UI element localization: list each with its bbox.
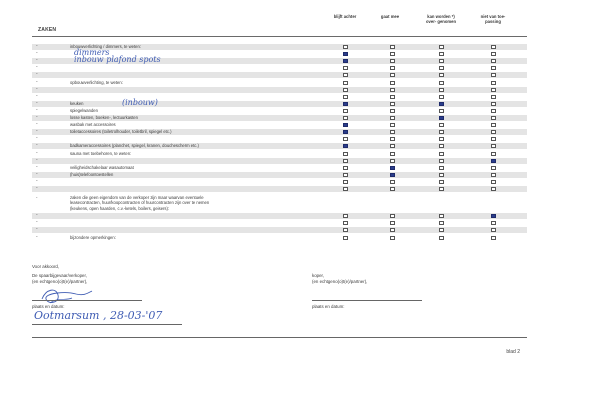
row-bullet: - [36, 85, 38, 92]
row-bullet: - [36, 156, 38, 163]
row-2-checkbox-overgenomen[interactable] [439, 59, 444, 63]
row-bullet: - [36, 211, 38, 218]
row-bullet: - [36, 170, 38, 177]
row-20-checkbox-blijft-achter[interactable] [343, 187, 348, 191]
seller-partner-label: (en echtgeno(o)t(e)/partner), [32, 279, 88, 284]
table-row [32, 80, 527, 86]
row-2-checkbox-gaat-mee[interactable] [390, 59, 395, 63]
row-bullet: - [36, 114, 38, 120]
row-5-checkbox-blijft-achter[interactable] [343, 81, 348, 85]
bijzondere-opmerkingen-label: bijzondere opmerkingen: [70, 235, 116, 240]
row-20-checkbox-gaat-mee[interactable] [390, 187, 395, 191]
row-20-checkbox-nvt[interactable] [491, 187, 496, 191]
seller-label: De spaarbijgevaar/verkoper, [32, 273, 87, 278]
row-bullet: - [36, 149, 38, 156]
row-2-checkbox-blijft-achter[interactable] [343, 59, 348, 63]
row-11-checkbox-nvt[interactable] [491, 123, 496, 127]
row-bullet: - [36, 92, 38, 99]
row-bullet: - [36, 177, 38, 184]
bijzondere-checkbox-nvt[interactable] [491, 236, 496, 240]
header-divider [32, 36, 527, 37]
row-label: toiletaccessoires (toiletrolhouder, toiletbril, spiegel etc.) [70, 129, 172, 135]
row-19-checkbox-overgenomen[interactable] [439, 180, 444, 184]
row-0-checkbox-nvt[interactable] [491, 45, 496, 49]
row-label: spiegelwanden [70, 107, 98, 113]
row-bullet: - [36, 163, 38, 170]
lease-text-line: (keukens, open haarden, c.v.-ketels, boilers, geisers): [70, 205, 170, 211]
row-bullet: - [36, 106, 38, 113]
table-row [32, 151, 527, 157]
lease-0-checkbox-blijft-achter[interactable] [343, 214, 348, 218]
row-9-checkbox-nvt[interactable] [491, 109, 496, 113]
col-header-kan-worden-overgenomen: kan worden *) over- genomen [425, 14, 457, 24]
row-handwritten-note: dimmers [74, 48, 110, 58]
page-number: blad 2 [506, 349, 520, 355]
row-12-checkbox-nvt[interactable] [491, 130, 496, 134]
row-handwritten-note: inbouw plafond spots [74, 55, 161, 65]
row-10-checkbox-blijft-achter[interactable] [343, 116, 348, 120]
table-row [32, 143, 527, 149]
row-bullet: - [36, 142, 38, 149]
handwritten-place-date: Ootmarsum , 28-03-'07 [34, 309, 163, 322]
lease-row [32, 227, 527, 233]
row-bullet: - [36, 50, 38, 57]
table-row [32, 115, 527, 121]
row-15-checkbox-blijft-achter[interactable] [343, 152, 348, 156]
row-4-checkbox-nvt[interactable] [491, 73, 496, 77]
row-10-checkbox-nvt[interactable] [491, 116, 496, 120]
row-14-checkbox-blijft-achter[interactable] [343, 144, 348, 148]
lease-2-checkbox-nvt[interactable] [491, 228, 496, 232]
table-row [32, 186, 527, 192]
table-row [32, 87, 527, 93]
lease-bullet: - [36, 195, 38, 201]
table-row [32, 97, 527, 107]
col-header-niet-van-toepassing: niet van toe- passing [480, 14, 506, 24]
table-row [32, 179, 527, 185]
row-11-checkbox-gaat-mee[interactable] [390, 123, 395, 127]
bijzondere-checkbox-gaat-mee[interactable] [390, 236, 395, 240]
row-bullet: - [36, 78, 38, 85]
row-9-checkbox-gaat-mee[interactable] [390, 109, 395, 113]
row-0-checkbox-overgenomen[interactable] [439, 45, 444, 49]
bijzondere-checkbox-overgenomen[interactable] [439, 236, 444, 240]
lease-2-checkbox-blijft-achter[interactable] [343, 228, 348, 232]
row-bullet: - [36, 64, 38, 71]
row-bullet: - [36, 218, 38, 225]
row-5-checkbox-nvt[interactable] [491, 81, 496, 85]
lease-1-checkbox-nvt[interactable] [491, 221, 496, 225]
buyer-partner-label: (en echtgeno(o)t(e)/partner), [312, 279, 368, 284]
row-bullet: - [36, 71, 38, 78]
row-3-checkbox-nvt[interactable] [491, 66, 496, 70]
row-1-checkbox-gaat-mee[interactable] [390, 52, 395, 56]
row-handwritten-note: (inbouw) [122, 97, 158, 107]
buyer-label: koper, [312, 273, 324, 278]
col-header-blijft-achter: blijft achter [333, 14, 357, 19]
row-5-checkbox-overgenomen[interactable] [439, 81, 444, 85]
row-0-checkbox-gaat-mee[interactable] [390, 45, 395, 49]
place-date-line-left [32, 324, 182, 325]
lease-0-checkbox-overgenomen[interactable] [439, 214, 444, 218]
row-17-checkbox-overgenomen[interactable] [439, 166, 444, 170]
buyer-signature-line [312, 300, 422, 301]
row-12-checkbox-gaat-mee[interactable] [390, 130, 395, 134]
row-13-checkbox-gaat-mee[interactable] [390, 137, 395, 141]
row-label: keuken [70, 100, 84, 106]
row-16-checkbox-overgenomen[interactable] [439, 159, 444, 163]
row-16-checkbox-nvt[interactable] [491, 159, 496, 163]
row-label: wasbak met accessoires [70, 122, 116, 128]
table-row [32, 172, 527, 178]
row-bullet: - [36, 57, 38, 64]
table-row [32, 136, 527, 142]
row-1-checkbox-overgenomen[interactable] [439, 52, 444, 56]
row-13-checkbox-overgenomen[interactable] [439, 137, 444, 141]
row-17-checkbox-blijft-achter[interactable] [343, 166, 348, 170]
row-15-checkbox-nvt[interactable] [491, 152, 496, 156]
row-6-checkbox-overgenomen[interactable] [439, 88, 444, 92]
row-0-checkbox-blijft-achter[interactable] [343, 45, 348, 49]
row-16-checkbox-blijft-achter[interactable] [343, 159, 348, 163]
row-12-checkbox-overgenomen[interactable] [439, 130, 444, 134]
row-5-checkbox-gaat-mee[interactable] [390, 81, 395, 85]
bijzondere-opmerkingen-row [32, 235, 527, 241]
row-10-checkbox-overgenomen[interactable] [439, 116, 444, 120]
row-11-checkbox-blijft-achter[interactable] [343, 123, 348, 127]
row-bullet: - [36, 43, 38, 49]
voor-akkoord: Voor akkoord, [32, 264, 60, 269]
table-row [32, 55, 527, 65]
row-bullet: - [36, 99, 38, 106]
lease-0-checkbox-gaat-mee[interactable] [390, 214, 395, 218]
lease-text-line: leasecontracten, huur/koopcontracten of huurcontracten zijn over te nemen [70, 200, 210, 206]
row-15-checkbox-gaat-mee[interactable] [390, 152, 395, 156]
seller-signature-line [32, 300, 142, 301]
table-row [32, 94, 527, 100]
row-8-checkbox-blijft-achter[interactable] [343, 102, 348, 106]
row-bullet: - [36, 128, 38, 135]
place-date-label-right: plaats en datum: [312, 304, 345, 309]
zaken-header: ZAKEN [38, 27, 57, 33]
row-2-checkbox-nvt[interactable] [491, 59, 496, 63]
table-row [32, 108, 527, 114]
row-label: badkameraccessoires (planchet, spiegel, kranen, douchescherm etc.) [70, 143, 199, 149]
row-17-checkbox-nvt[interactable] [491, 166, 496, 170]
row-6-checkbox-gaat-mee[interactable] [390, 88, 395, 92]
row-bullet: - [36, 121, 38, 128]
row-4-checkbox-gaat-mee[interactable] [390, 73, 395, 77]
row-13-checkbox-nvt[interactable] [491, 137, 496, 141]
row-19-checkbox-gaat-mee[interactable] [390, 180, 395, 184]
row-label: (huis)telefoontoestellen [70, 171, 114, 177]
row-7-checkbox-nvt[interactable] [491, 95, 496, 99]
lower-divider [32, 337, 527, 338]
row-18-checkbox-blijft-achter[interactable] [343, 173, 348, 177]
lease-1-checkbox-gaat-mee[interactable] [390, 221, 395, 225]
row-9-checkbox-overgenomen[interactable] [439, 109, 444, 113]
row-label: sauna met toebehoren, te weten: [70, 150, 132, 156]
row-4-checkbox-blijft-achter[interactable] [343, 73, 348, 77]
row-9-checkbox-blijft-achter[interactable] [343, 109, 348, 113]
lease-2-checkbox-overgenomen[interactable] [439, 228, 444, 232]
row-8-checkbox-gaat-mee[interactable] [390, 102, 395, 106]
table-row [32, 165, 527, 171]
row-14-checkbox-nvt[interactable] [491, 144, 496, 148]
row-13-checkbox-blijft-achter[interactable] [343, 137, 348, 141]
col-header-gaat-mee: gaat mee [380, 14, 400, 19]
row-7-checkbox-gaat-mee[interactable] [390, 95, 395, 99]
table-row [32, 158, 527, 164]
row-4-checkbox-overgenomen[interactable] [439, 73, 444, 77]
table-row [32, 72, 527, 78]
row-19-checkbox-blijft-achter[interactable] [343, 180, 348, 184]
table-row [32, 122, 527, 128]
row-18-checkbox-overgenomen[interactable] [439, 173, 444, 177]
row-bullet: - [36, 135, 38, 142]
lease-row [32, 220, 527, 226]
row-14-checkbox-overgenomen[interactable] [439, 144, 444, 148]
row-3-checkbox-overgenomen[interactable] [439, 66, 444, 70]
row-15-checkbox-overgenomen[interactable] [439, 152, 444, 156]
row-label: opbouwverlichting, te weten: [70, 79, 123, 85]
lease-1-checkbox-blijft-achter[interactable] [343, 221, 348, 225]
row-10-checkbox-gaat-mee[interactable] [390, 116, 395, 120]
row-8-checkbox-nvt[interactable] [491, 102, 496, 106]
row-7-checkbox-blijft-achter[interactable] [343, 95, 348, 99]
row-1-checkbox-nvt[interactable] [491, 52, 496, 56]
lease-0-checkbox-nvt[interactable] [491, 214, 496, 218]
row-label: inbouwverlichting / dimmers, te weten: [70, 44, 141, 49]
row-8-checkbox-overgenomen[interactable] [439, 102, 444, 106]
lease-2-checkbox-gaat-mee[interactable] [390, 228, 395, 232]
row-bullet: - [36, 185, 38, 191]
place-date-label-left: plaats en datum: [32, 304, 65, 309]
row-label: veiligheidschakelaar wasautomaat [70, 164, 134, 170]
lease-text-line: zaken die geen eigendom van de verkoper zijn maar waarvan eventuele [70, 195, 204, 201]
row-3-checkbox-gaat-mee[interactable] [390, 66, 395, 70]
row-20-checkbox-overgenomen[interactable] [439, 187, 444, 191]
row-bullet: - [36, 225, 38, 232]
row-12-checkbox-blijft-achter[interactable] [343, 130, 348, 134]
row-7-checkbox-overgenomen[interactable] [439, 95, 444, 99]
row-18-checkbox-gaat-mee[interactable] [390, 173, 395, 177]
row-6-checkbox-nvt[interactable] [491, 88, 496, 92]
bijzondere-checkbox-blijft-achter[interactable] [343, 236, 348, 240]
table-row [32, 129, 527, 135]
row-19-checkbox-nvt[interactable] [491, 180, 496, 184]
row-6-checkbox-blijft-achter[interactable] [343, 88, 348, 92]
row-14-checkbox-gaat-mee[interactable] [390, 144, 395, 148]
row-16-checkbox-gaat-mee[interactable] [390, 159, 395, 163]
table-row [32, 65, 527, 71]
row-1-checkbox-blijft-achter[interactable] [343, 52, 348, 56]
lease-1-checkbox-overgenomen[interactable] [439, 221, 444, 225]
row-11-checkbox-overgenomen[interactable] [439, 123, 444, 127]
row-label: losse kasten, boeken-, lectuurkasten [70, 115, 138, 120]
row-18-checkbox-nvt[interactable] [491, 173, 496, 177]
row-3-checkbox-blijft-achter[interactable] [343, 66, 348, 70]
lease-row [32, 213, 527, 219]
row-17-checkbox-gaat-mee[interactable] [390, 166, 395, 170]
row-bullet: - [36, 234, 38, 240]
